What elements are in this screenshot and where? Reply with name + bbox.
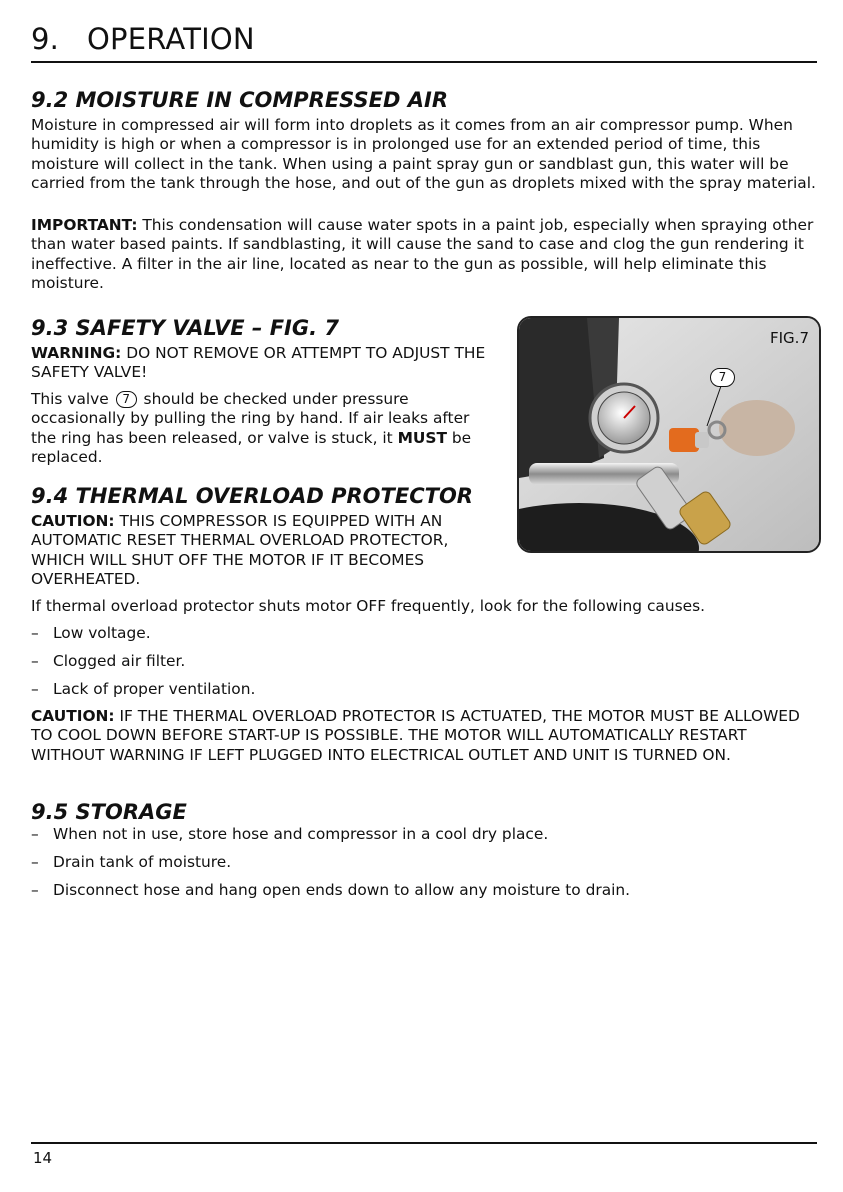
caution-label: CAUTION:	[31, 512, 115, 530]
list-item-text: Clogged air filter.	[53, 652, 186, 670]
list-item-text: Disconnect hose and hang open ends down to allow any moisture to drain.	[53, 881, 631, 899]
page-title	[31, 22, 255, 56]
caution-label: CAUTION:	[31, 707, 115, 725]
figure-safety-valve-photo	[517, 316, 821, 553]
moisture-paragraph: Moisture in compressed air will form into droplets as it comes from an air compressor pump. When humidity is high or when a compressor is in prolonged use for an extended period of time, this moisture will collect in the tank. When using a paint spray gun or sandblast gun, this water will be carried from the tank through the hose, and out of the gun as droplets mixed with the spray material.	[31, 116, 816, 192]
list-item	[31, 680, 255, 699]
compressor-photo	[519, 318, 819, 551]
list-item	[31, 624, 151, 643]
list-item	[31, 881, 630, 900]
valve-paragraph	[31, 390, 496, 467]
warning-label: WARNING:	[31, 344, 122, 362]
footer-divider	[31, 1142, 817, 1144]
list-item-text: Low voltage.	[53, 624, 151, 642]
list-dash: –	[31, 881, 39, 899]
thermal-intro: If thermal overload protector shuts motor OFF frequently, look for the following causes.	[31, 597, 706, 615]
list-item	[31, 825, 548, 844]
warning-text: DO NOT REMOVE OR ATTEMPT TO ADJUST THE SAFETY VALVE!	[31, 344, 486, 382]
section-heading-safety-valve: 9.3 SAFETY VALVE – FIG. 7	[31, 316, 340, 340]
list-item-text: When not in use, store hose and compressor in a cool dry place.	[53, 825, 549, 843]
caution-text: THIS COMPRESSOR IS EQUIPPED WITH AN AUTOMATIC RESET THERMAL OVERLOAD PROTECTOR, WHICH WILL SHUT OFF THE MOTOR IF IT BECOMES OVERHEATED.	[31, 512, 449, 588]
important-label: IMPORTANT:	[31, 216, 138, 234]
valve-text-after: should be checked under pressure occasionally by pulling the ring by hand. If air leaks after the ring has been released, or valve is stuck, it	[31, 390, 470, 447]
must-label: MUST	[397, 428, 447, 447]
figure-callout: 7	[710, 368, 735, 387]
list-dash: –	[31, 652, 39, 670]
valve-callout: 7	[116, 391, 137, 408]
caution-paragraph-2	[31, 707, 819, 765]
caution-paragraph-1	[31, 512, 496, 589]
list-item-text: Drain tank of moisture.	[53, 853, 232, 871]
list-item	[31, 652, 185, 671]
caution-text: IF THE THERMAL OVERLOAD PROTECTOR IS ACTUATED, THE MOTOR MUST BE ALLOWED TO COOL DOWN BEFORE START-UP IS POSSIBLE. THE MOTOR WILL AUTOMATICALLY RESTART WITHOUT WARNING IF LEFT PLUGGED INTO ELECTRICAL OUTLET AND UNIT IS TURNED ON.	[31, 707, 800, 764]
section-heading-storage: 9.5 STORAGE	[31, 800, 187, 824]
list-item-text: Lack of proper ventilation.	[53, 680, 256, 698]
page-number: 14	[33, 1149, 53, 1167]
list-dash: –	[31, 853, 39, 871]
valve-text-before: This valve	[31, 390, 109, 408]
section-heading-thermal: 9.4 THERMAL OVERLOAD PROTECTOR	[31, 484, 473, 508]
important-text: This condensation will cause water spots in a paint job, especially when spraying other than water based paints. If sandblasting, it will cause the sand to case and clog the gun rendering it ineffective. A filter in the air line, located as near to the gun as possible, will help eliminate this moisture.	[31, 216, 814, 292]
chapter-title: OPERATION	[87, 22, 255, 56]
list-item	[31, 853, 231, 872]
title-divider	[31, 61, 817, 63]
list-dash: –	[31, 825, 39, 843]
important-paragraph	[31, 216, 819, 293]
valve-text-end: be replaced.	[31, 428, 472, 466]
list-dash: –	[31, 624, 39, 642]
list-dash: –	[31, 680, 39, 698]
warning-paragraph	[31, 344, 496, 383]
section-heading-moisture: 9.2 MOISTURE IN COMPRESSED AIR	[31, 88, 448, 112]
figure-label: FIG.7	[770, 329, 809, 347]
chapter-number: 9.	[31, 22, 60, 56]
